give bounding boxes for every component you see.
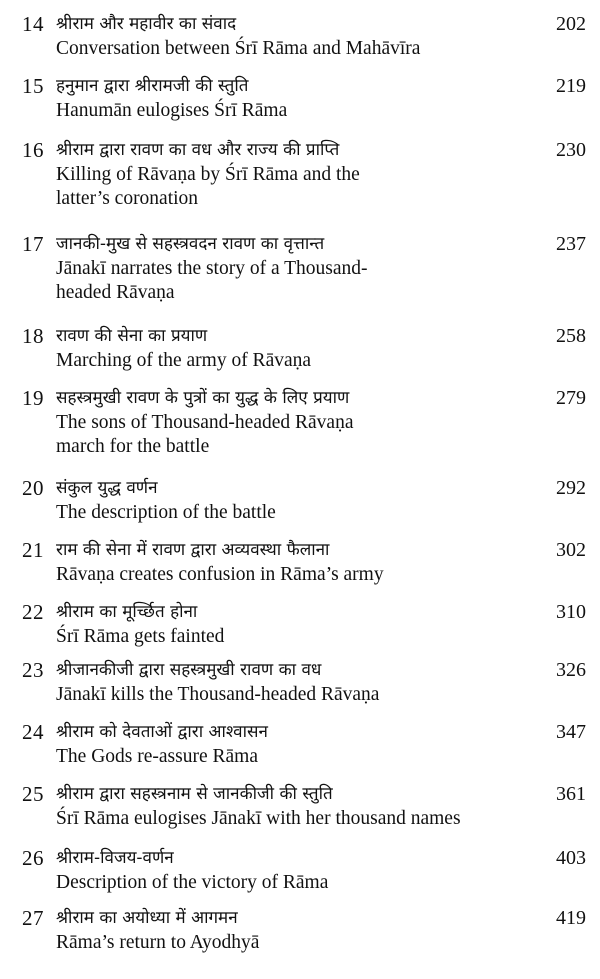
hindi-title: राम की सेना में रावण द्वारा अव्यवस्था फैलाना bbox=[56, 540, 330, 560]
toc-entry bbox=[0, 72, 600, 132]
chapter-number: 24 bbox=[22, 720, 44, 744]
chapter-number: 20 bbox=[22, 476, 44, 500]
chapter-number: 27 bbox=[22, 906, 44, 930]
toc-entry bbox=[0, 844, 600, 904]
chapter-number: 14 bbox=[22, 12, 44, 36]
chapter-number: 22 bbox=[22, 600, 44, 624]
toc-entry bbox=[0, 474, 600, 534]
english-title: Rāma’s return to Ayodhyā bbox=[56, 932, 260, 953]
page-number: 230 bbox=[556, 139, 586, 161]
chapter-number: 15 bbox=[22, 74, 44, 98]
english-title: Killing of Rāvaṇa by Śrī Rāma and the latter’s coronation bbox=[56, 164, 360, 209]
hindi-title: सहस्त्रमुखी रावण के पुत्रों का युद्ध के लिए प्रयाण bbox=[56, 388, 350, 408]
page-number: 237 bbox=[556, 233, 586, 255]
hindi-title: श्रीराम का अयोध्या में आगमन bbox=[56, 908, 238, 928]
english-title: Description of the victory of Rāma bbox=[56, 872, 329, 893]
hindi-title: श्रीराम द्वारा रावण का वध और राज्य की प्राप्ति bbox=[56, 140, 340, 160]
page-number: 202 bbox=[556, 13, 586, 35]
english-title: Hanumān eulogises Śrī Rāma bbox=[56, 100, 288, 121]
chapter-number: 26 bbox=[22, 846, 44, 870]
chapter-number: 23 bbox=[22, 658, 44, 682]
hindi-title: श्रीजानकीजी द्वारा सहस्त्रमुखी रावण का वध bbox=[56, 660, 322, 680]
toc-entry bbox=[0, 322, 600, 382]
chapter-number: 18 bbox=[22, 324, 44, 348]
hindi-title: श्रीराम-विजय-वर्णन bbox=[56, 848, 174, 868]
chapter-number: 21 bbox=[22, 538, 44, 562]
english-title: The Gods re-assure Rāma bbox=[56, 746, 258, 767]
toc-entry bbox=[0, 780, 600, 840]
chapter-number: 19 bbox=[22, 386, 44, 410]
english-title: The description of the battle bbox=[56, 502, 276, 523]
page-number: 302 bbox=[556, 539, 586, 561]
chapter-number: 25 bbox=[22, 782, 44, 806]
english-title: Śrī Rāma gets fainted bbox=[56, 626, 225, 647]
hindi-title: संकुल युद्ध वर्णन bbox=[56, 478, 158, 498]
hindi-title: हनुमान द्वारा श्रीरामजी की स्तुति bbox=[56, 76, 249, 96]
toc-entry bbox=[0, 536, 600, 596]
page-number: 219 bbox=[556, 75, 586, 97]
toc-entry bbox=[0, 384, 600, 457]
toc-entry bbox=[0, 10, 600, 70]
chapter-number: 16 bbox=[22, 138, 44, 162]
english-title: The sons of Thousand-headed Rāvaṇa march for the battle bbox=[56, 412, 354, 457]
page-number: 258 bbox=[556, 325, 586, 347]
toc-entry bbox=[0, 904, 600, 964]
english-title: Rāvaṇa creates confusion in Rāma’s army bbox=[56, 564, 384, 585]
hindi-title: श्रीराम का मूर्च्छित होना bbox=[56, 602, 198, 622]
page-number: 347 bbox=[556, 721, 586, 743]
english-title: Jānakī kills the Thousand-headed Rāvaṇa bbox=[56, 684, 380, 705]
english-title: Conversation between Śrī Rāma and Mahāvīra bbox=[56, 38, 421, 59]
toc-entry bbox=[0, 656, 600, 716]
hindi-title: श्रीराम द्वारा सहस्त्रनाम से जानकीजी की स्तुति bbox=[56, 784, 333, 804]
hindi-title: श्रीराम को देवताओं द्वारा आश्वासन bbox=[56, 722, 268, 742]
chapter-number: 17 bbox=[22, 232, 44, 256]
english-title: Śrī Rāma eulogises Jānakī with her thousand names bbox=[56, 808, 461, 829]
page-number: 403 bbox=[556, 847, 586, 869]
page-number: 326 bbox=[556, 659, 586, 681]
toc-entry bbox=[0, 598, 600, 658]
toc-entry bbox=[0, 718, 600, 778]
page-number: 310 bbox=[556, 601, 586, 623]
page-number: 279 bbox=[556, 387, 586, 409]
english-title: Marching of the army of Rāvaṇa bbox=[56, 350, 312, 371]
hindi-title: रावण की सेना का प्रयाण bbox=[56, 326, 208, 346]
page-number: 419 bbox=[556, 907, 586, 929]
hindi-title: जानकी-मुख से सहस्त्रवदन रावण का वृत्तान्त bbox=[56, 234, 325, 254]
english-title: Jānakī narrates the story of a Thousand-headed Rāvaṇa bbox=[56, 258, 368, 303]
toc-entry bbox=[0, 136, 600, 209]
page-number: 361 bbox=[556, 783, 586, 805]
page-number: 292 bbox=[556, 477, 586, 499]
toc-entry bbox=[0, 230, 600, 303]
hindi-title: श्रीराम और महावीर का संवाद bbox=[56, 14, 237, 34]
